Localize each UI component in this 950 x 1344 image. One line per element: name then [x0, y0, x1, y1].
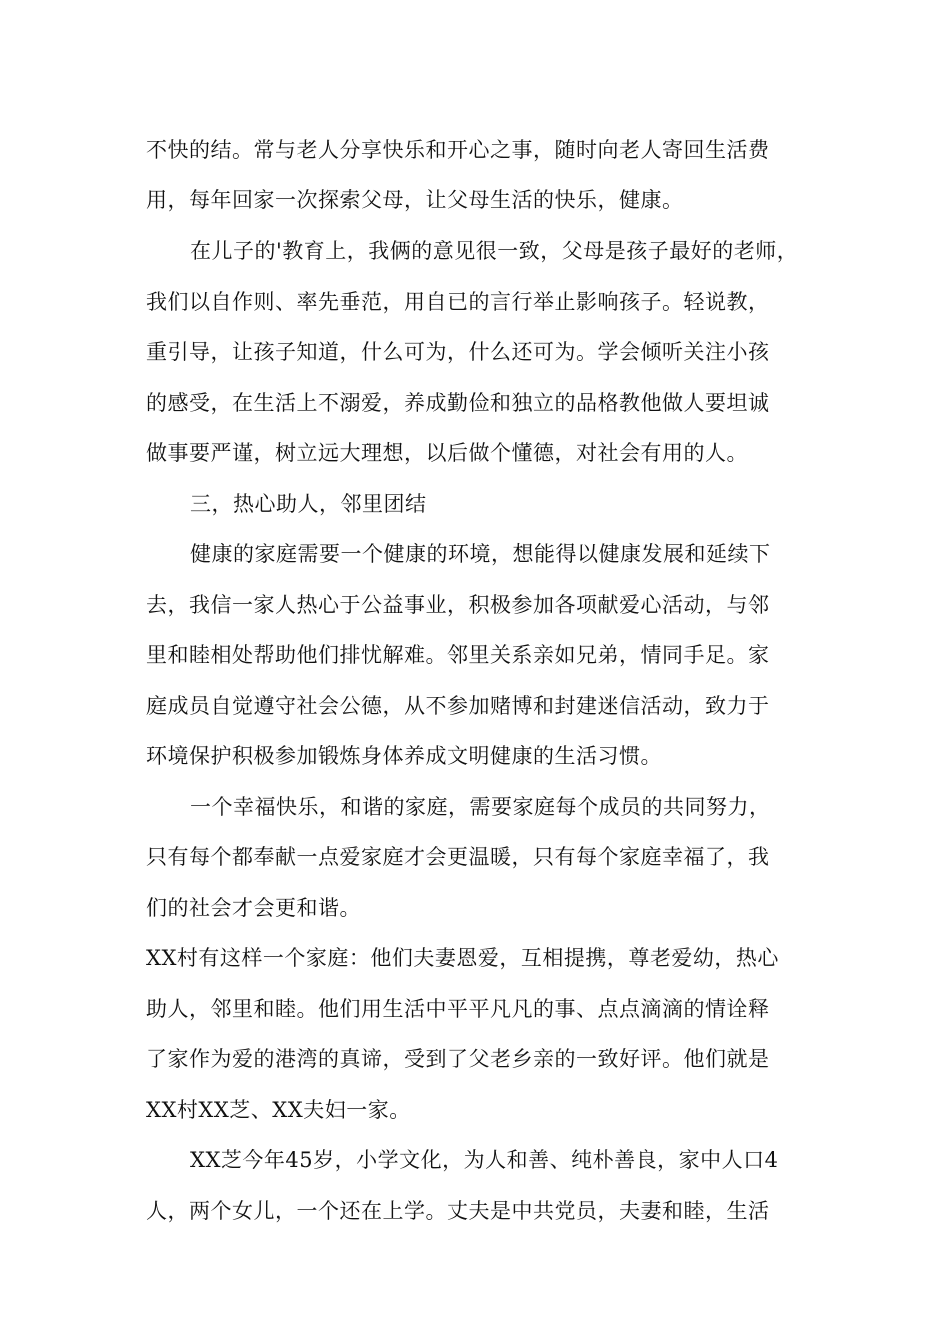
text-line-1: 不快的结。常与老人分享快乐和开心之事，随时向老人寄回生活费: [146, 138, 770, 162]
text-line-10: 去，我信一家人热心于公益事业，积极参加各项献爱心活动，与邻: [146, 593, 770, 617]
text-line-14: 一个幸福快乐，和谐的家庭，需要家庭每个成员的共同努力，: [190, 795, 771, 819]
text-line-9: 健康的家庭需要一个健康的环境，想能得以健康发展和延续下: [190, 542, 771, 566]
text-line-5: 重引导，让孩子知道，什么可为，什么还可为。学会倾听关注小孩: [146, 340, 770, 364]
text-line-20: XX村XX芝、XX夫妇一家。: [146, 1098, 411, 1122]
text-line-4: 我们以自作则、率先垂范，用自已的言行举止影响孩子。轻说教，: [146, 290, 770, 314]
text-line-7: 做事要严谨，树立远大理想，以后做个懂德，对社会有用的人。: [146, 441, 748, 465]
text-line-13: 环境保护积极参加锻炼身体养成文明健康的生活习惯。: [146, 744, 662, 768]
text-line-19: 了家作为爱的港湾的真谛，受到了父老乡亲的一致好评。他们就是: [146, 1047, 770, 1071]
section-heading: 三，热心助人，邻里团结: [190, 492, 427, 516]
text-line-17: XX村有这样一个家庭：他们夫妻恩爱，互相提携，尊老爱幼，热心: [146, 946, 779, 970]
text-line-11: 里和睦相处帮助他们排忧解难。邻里关系亲如兄弟，情同手足。家: [146, 643, 770, 667]
text-line-15: 只有每个都奉献一点爱家庭才会更温暖，只有每个家庭幸福了，我: [146, 845, 770, 869]
text-line-2: 用，每年回家一次探索父母，让父母生活的快乐，健康。: [146, 188, 684, 212]
text-line-22: 人，两个女儿，一个还在上学。丈夫是中共党员，夫妻和睦，生活: [146, 1199, 770, 1223]
text-line-21: XX芝今年45岁，小学文化，为人和善、纯朴善良，家中人口4: [190, 1148, 779, 1172]
text-line-6: 的感受，在生活上不溺爱，养成勤俭和独立的品格教他做人要坦诚: [146, 391, 770, 415]
text-line-12: 庭成员自觉遵守社会公德，从不参加赌博和封建迷信活动，致力于: [146, 694, 770, 718]
text-line-3: 在儿子的'教育上，我俩的意见很一致，父母是孩子最好的老师，: [190, 239, 799, 263]
text-line-16: 们的社会才会更和谐。: [146, 896, 361, 920]
text-line-18: 助人，邻里和睦。他们用生活中平平凡凡的事、点点滴滴的情诠释: [146, 997, 770, 1021]
